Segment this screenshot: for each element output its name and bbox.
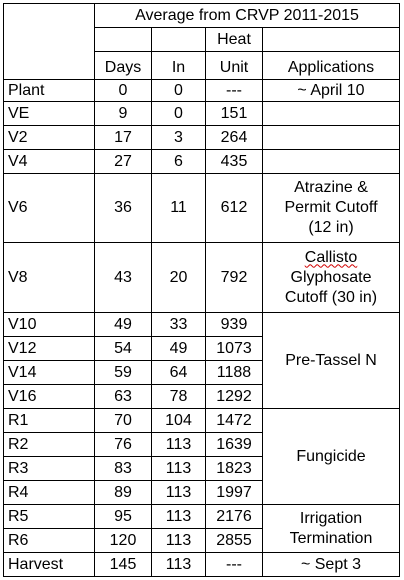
stage-cell: Harvest (4, 553, 95, 577)
header-in: In (152, 52, 206, 80)
stage-cell: R4 (4, 481, 95, 505)
stage-cell: R3 (4, 457, 95, 481)
heat-unit-cell: 1073 (206, 337, 263, 361)
header-days: Days (95, 52, 152, 80)
inches-cell: 33 (152, 313, 206, 337)
inches-cell: 113 (152, 481, 206, 505)
table-row (4, 80, 400, 102)
application-empty (263, 126, 400, 150)
table-row (4, 126, 400, 150)
growth-stage-table-wrapper (3, 3, 400, 577)
heat-unit-cell: 151 (206, 102, 263, 126)
inches-cell: 64 (152, 361, 206, 385)
heat-unit-cell: 2176 (206, 505, 263, 529)
application-callisto-line3: Cutoff (30 in) (284, 288, 378, 306)
stage-cell: R5 (4, 505, 95, 529)
inches-cell: 11 (152, 174, 206, 243)
stage-cell: VE (4, 102, 95, 126)
heat-unit-cell: 1472 (206, 409, 263, 433)
table-row (4, 174, 400, 243)
header-group-title: Average from CRVP 2011-2015 (95, 4, 400, 28)
stage-cell: R6 (4, 529, 95, 553)
application-atrazine-line1: Atrazine & (294, 179, 368, 196)
header-applications: Applications (263, 52, 400, 80)
stage-cell: V6 (4, 174, 95, 243)
heat-unit-cell: 1997 (206, 481, 263, 505)
growth-stage-table (3, 3, 400, 577)
inches-cell: 78 (152, 385, 206, 409)
header-row-group (4, 4, 400, 28)
inches-cell: 104 (152, 409, 206, 433)
days-cell: 145 (95, 553, 152, 577)
heat-unit-cell: 1188 (206, 361, 263, 385)
application-empty (263, 150, 400, 174)
stage-cell: V10 (4, 313, 95, 337)
table-row (4, 102, 400, 126)
days-cell: 9 (95, 102, 152, 126)
application-atrazine (263, 174, 400, 243)
heat-unit-cell: --- (206, 80, 263, 102)
days-cell: 0 (95, 80, 152, 102)
heat-unit-cell: 792 (206, 243, 263, 313)
inches-cell: 113 (152, 457, 206, 481)
header-heat-line2: Unit (206, 52, 263, 80)
table-row (4, 553, 400, 577)
header-heat-line1: Heat (206, 28, 263, 52)
heat-unit-cell: 612 (206, 174, 263, 243)
table-row (4, 409, 400, 433)
stage-cell: V14 (4, 361, 95, 385)
days-cell: 83 (95, 457, 152, 481)
heat-unit-cell: 939 (206, 313, 263, 337)
heat-unit-cell: 1292 (206, 385, 263, 409)
days-cell: 63 (95, 385, 152, 409)
inches-cell: 20 (152, 243, 206, 313)
stage-cell: V16 (4, 385, 95, 409)
stage-cell: R1 (4, 409, 95, 433)
stage-cell: V12 (4, 337, 95, 361)
days-cell: 17 (95, 126, 152, 150)
stage-cell: V8 (4, 243, 95, 313)
heat-unit-cell: 2855 (206, 529, 263, 553)
days-cell: 43 (95, 243, 152, 313)
header-applications-upper-blank (263, 28, 400, 52)
table-row (4, 243, 400, 313)
days-cell: 89 (95, 481, 152, 505)
stage-cell: V2 (4, 126, 95, 150)
days-cell: 59 (95, 361, 152, 385)
inches-cell: 49 (152, 337, 206, 361)
days-cell: 76 (95, 433, 152, 457)
application-atrazine-line2: Permit Cutoff (284, 199, 378, 216)
table-row (4, 313, 400, 337)
heat-unit-cell: 435 (206, 150, 263, 174)
application-irrigation (263, 505, 400, 553)
header-stage-blank (4, 4, 95, 80)
heat-unit-cell: 264 (206, 126, 263, 150)
days-cell: 120 (95, 529, 152, 553)
inches-cell: 113 (152, 529, 206, 553)
inches-cell: 113 (152, 553, 206, 577)
inches-cell: 113 (152, 505, 206, 529)
days-cell: 36 (95, 174, 152, 243)
inches-cell: 6 (152, 150, 206, 174)
days-cell: 95 (95, 505, 152, 529)
days-cell: 49 (95, 313, 152, 337)
application-empty (263, 102, 400, 126)
inches-cell: 0 (152, 80, 206, 102)
table-row (4, 505, 400, 529)
application-irrigation-line2: Termination (289, 529, 373, 547)
application-callisto-line1 (267, 248, 395, 268)
application-harvest-date: ~ Sept 3 (263, 553, 400, 577)
stage-cell: V4 (4, 150, 95, 174)
heat-unit-cell: --- (206, 553, 263, 577)
header-in-upper-blank (152, 28, 206, 52)
application-atrazine-line3: (12 in) (308, 219, 354, 236)
application-callisto-line2: Glyphosate (290, 268, 372, 286)
application-fungicide: Fungicide (263, 409, 400, 505)
application-callisto (263, 243, 400, 313)
days-cell: 27 (95, 150, 152, 174)
days-cell: 54 (95, 337, 152, 361)
application-irrigation-line1: Irrigation (299, 509, 363, 527)
inches-cell: 3 (152, 126, 206, 150)
days-cell: 70 (95, 409, 152, 433)
table-row (4, 150, 400, 174)
spellcheck-marked-word: Callisto (304, 248, 358, 266)
header-days-upper-blank (95, 28, 152, 52)
application-planting-date: ~ April 10 (263, 80, 400, 102)
inches-cell: 113 (152, 433, 206, 457)
application-pre-tassel: Pre-Tassel N (263, 313, 400, 409)
stage-cell: R2 (4, 433, 95, 457)
heat-unit-cell: 1639 (206, 433, 263, 457)
stage-cell: Plant (4, 80, 95, 102)
inches-cell: 0 (152, 102, 206, 126)
heat-unit-cell: 1823 (206, 457, 263, 481)
